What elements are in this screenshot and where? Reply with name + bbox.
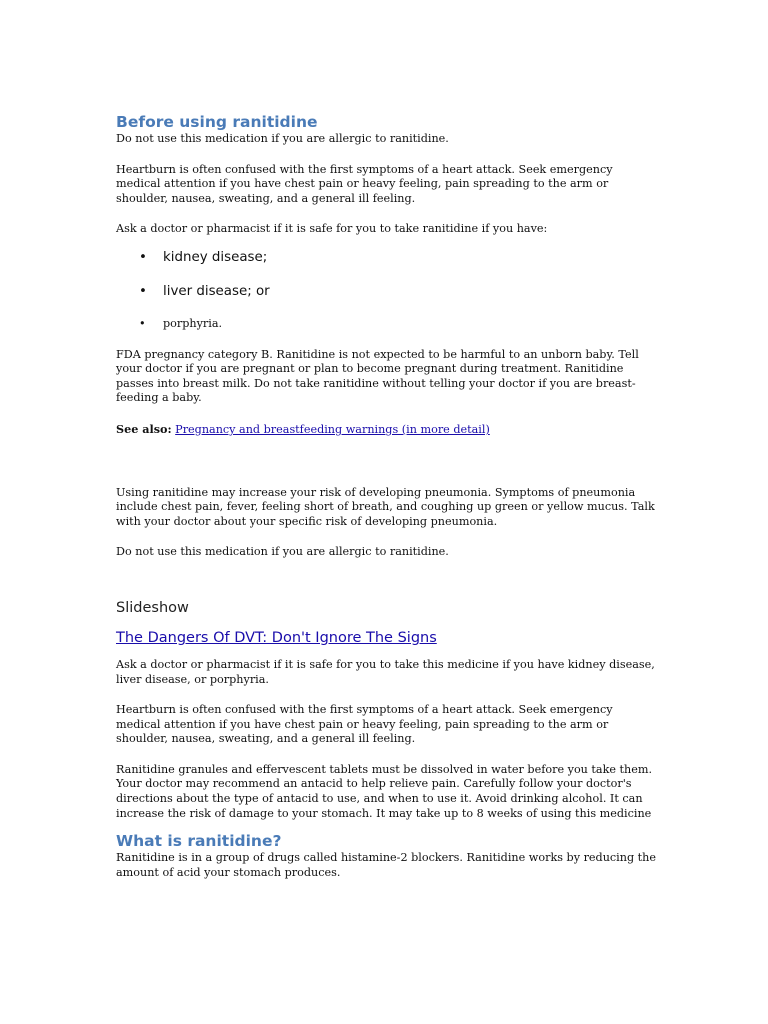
paragraph-pregnancy: FDA pregnancy category B. Ranitidine is not expected to be harmful to an unborn baby. Tell your doctor if you are pregnant or plan to become pregnant during treatment. Ranitidine passes into breast milk. Do not take ranitidine without telling your doctor if you are breast-feeding a baby. [116, 347, 639, 405]
paragraph-heartburn-warning: Heartburn is often confused with the first symptoms of a heart attack. Seek emergency medical attention if you have chest pain or heavy feeling, pain spreading to the arm or shoulder, nausea, sweating, and a general ill feeling. [116, 162, 613, 205]
heading-before-using: Before using ranitidine [116, 113, 318, 131]
see-also-label: See also: [116, 421, 172, 436]
list-item-text: kidney disease; [163, 249, 268, 265]
list-item-text: liver disease; or [163, 283, 270, 299]
paragraph-ask-doctor: Ask a doctor or pharmacist if it is safe for you to take ranitidine if you have: [116, 222, 548, 236]
bullet-icon: • [139, 316, 146, 330]
paragraph-heartburn-warning-repeat: Heartburn is often confused with the first symptoms of a heart attack. Seek emergency medical attention if you have chest pain or heavy feeling, pain spreading to the arm or shoulder, nausea, sweating, and a general ill feeling. [116, 703, 613, 746]
list-item [116, 249, 656, 267]
conditions-list [116, 249, 656, 332]
list-item [116, 283, 656, 301]
bullet-icon: • [139, 283, 147, 299]
heading-what-is: What is ranitidine? [116, 832, 282, 851]
bullet-icon: • [139, 249, 147, 265]
document-page [116, 112, 656, 880]
paragraph-allergy-warning: Do not use this medication if you are allergic to ranitidine. [116, 132, 449, 145]
paragraph-what-is: Ranitidine is in a group of drugs called histamine-2 blockers. Ranitidine works by reducing the amount of acid your stomach produces. [116, 851, 656, 879]
list-item [116, 317, 656, 332]
paragraph-pneumonia: Using ranitidine may increase your risk of developing pneumonia. Symptoms of pneumonia include chest pain, fever, feeling short of breath, and coughing up green or yellow mucus. Talk with your doctor about your specific risk of developing pneumonia. [116, 485, 655, 528]
see-also-line [116, 422, 656, 438]
paragraph-granules: Ranitidine granules and effervescent tablets must be dissolved in water before you take them. Your doctor may recommend an antacid to help relieve pain. Carefully follow your doctor's directions about the type of antacid to use, and when to use it. Avoid drinking alcohol. It can increase the risk of damage to your stomach. It may take up to 8 weeks of using this medicine [116, 762, 653, 820]
paragraph-allergy-warning-repeat: Do not use this medication if you are allergic to ranitidine. [116, 545, 449, 559]
paragraph-ask-doctor-medicine: Ask a doctor or pharmacist if it is safe for you to take this medicine if you have kidney disease, liver disease, or porphyria. [116, 657, 655, 686]
dvt-slideshow-link[interactable]: The Dangers Of DVT: Don't Ignore The Signs [116, 629, 437, 646]
pregnancy-warnings-link[interactable]: Pregnancy and breastfeeding warnings (in more detail) [175, 422, 490, 436]
slideshow-label: Slideshow [116, 599, 189, 616]
list-item-text: porphyria. [163, 316, 223, 330]
